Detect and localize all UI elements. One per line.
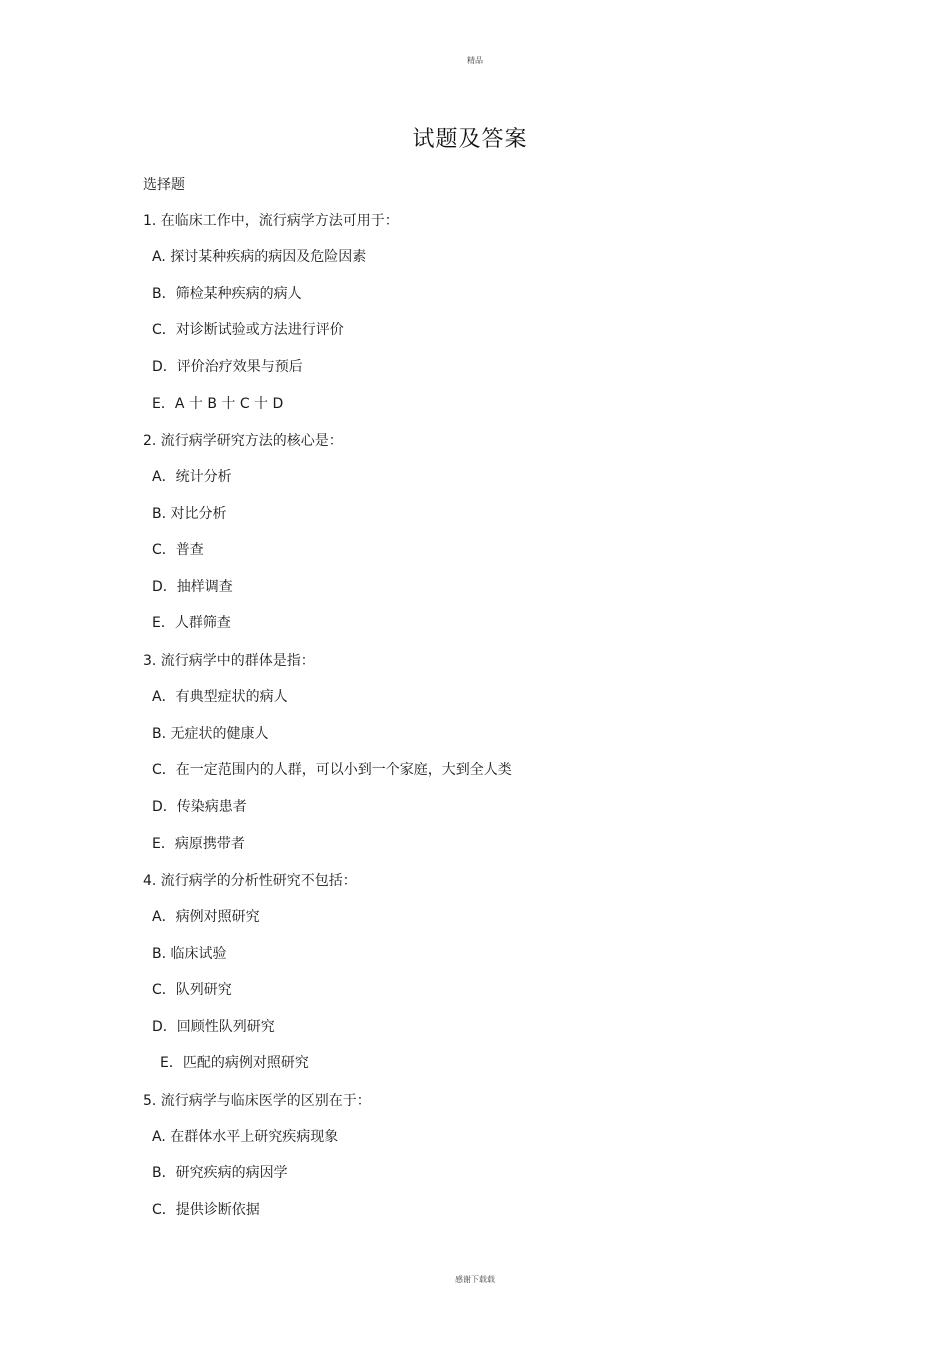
question-2-option-a: A．统计分析: [152, 469, 232, 485]
footer-watermark: 感谢下载载: [455, 1275, 495, 1284]
question-1-option-b: B．筛检某种疾病的病人: [152, 286, 302, 302]
question-3-stem: 3. 流行病学中的群体是指：: [143, 653, 315, 669]
question-5-stem: 5. 流行病学与临床医学的区别在于：: [143, 1093, 371, 1109]
question-2-option-c: C．普查: [152, 542, 204, 558]
question-1-stem: 1. 在临床工作中，流行病学方法可用于：: [143, 213, 399, 229]
question-3-option-e: E．病原携带者: [152, 836, 245, 852]
question-4-option-b: B. 临床试验: [152, 946, 227, 962]
document-title: 试题及答案: [412, 127, 528, 152]
question-2-stem: 2. 流行病学研究方法的核心是：: [143, 433, 343, 449]
question-2-option-e: E．人群筛查: [152, 615, 231, 631]
question-1-option-c: C．对诊断试验或方法进行评价: [152, 322, 344, 338]
question-2-option-b: B. 对比分析: [152, 506, 227, 522]
question-4-stem: 4. 流行病学的分析性研究不包括：: [143, 873, 357, 889]
header-watermark: 精品: [467, 56, 483, 65]
question-5-option-b: B．研究疾病的病因学: [152, 1165, 288, 1181]
question-2-option-d: D．抽样调查: [152, 579, 233, 595]
question-3-option-b: B. 无症状的健康人: [152, 726, 269, 742]
question-4-option-e: E．匹配的病例对照研究: [160, 1055, 309, 1071]
question-4-option-a: A．病例对照研究: [152, 909, 260, 925]
question-5-option-a: A. 在群体水平上研究疾病现象: [152, 1129, 339, 1145]
question-3-option-c: C．在一定范围内的人群，可以小到一个家庭，大到全人类: [152, 762, 512, 778]
question-3-option-a: A．有典型症状的病人: [152, 689, 288, 705]
section-heading: 选择题: [143, 177, 185, 193]
question-1-option-e: E．A 十 B 十 C 十 D: [152, 396, 284, 412]
question-3-option-d: D．传染病患者: [152, 799, 247, 815]
question-4-option-d: D．回顾性队列研究: [152, 1019, 275, 1035]
question-5-option-c: C．提供诊断依据: [152, 1202, 260, 1218]
question-1-option-d: D．评价治疗效果与预后: [152, 359, 303, 375]
question-4-option-c: C．队列研究: [152, 982, 232, 998]
question-1-option-a: A. 探讨某种疾病的病因及危险因素: [152, 249, 367, 265]
